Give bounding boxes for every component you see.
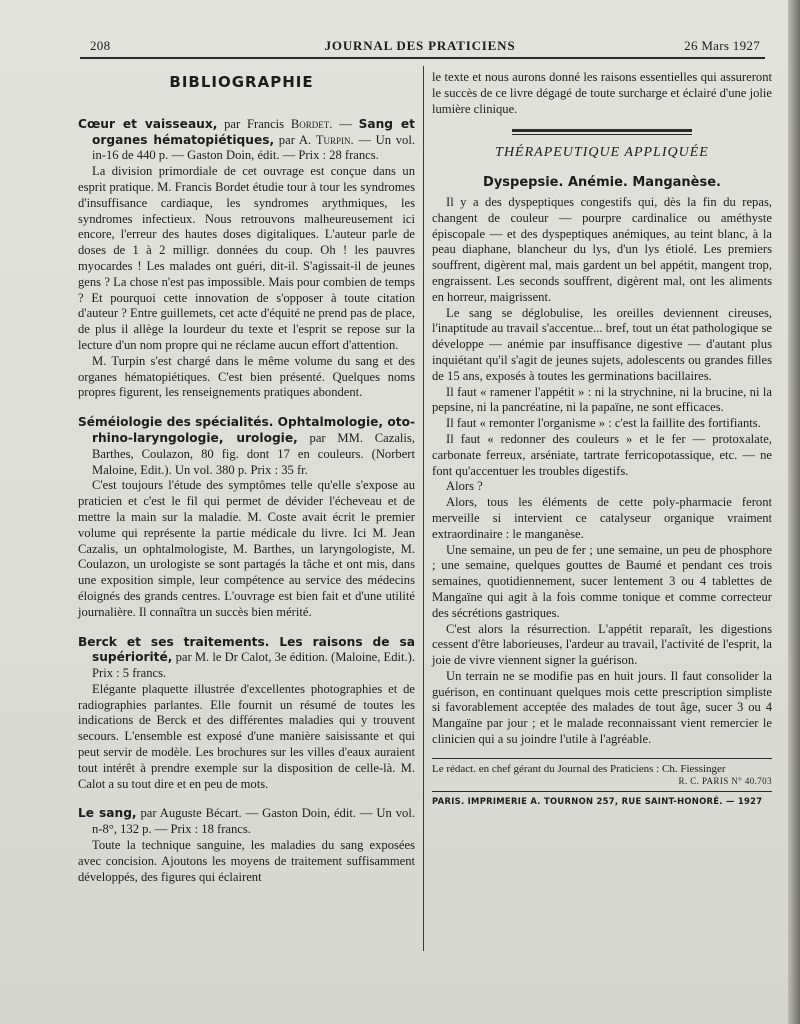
page-number: 208 xyxy=(90,38,111,53)
issue-date: 26 Mars 1927 xyxy=(684,38,760,53)
editor-credit: Le rédact. en chef gérant du Journal des Praticiens : Ch. Fiessinger xyxy=(432,762,726,775)
entry-heading: Séméiologie des spécialités. Ophtalmologie, oto-rhino-laryngologie, urologie, par MM. Cazalis, Barthes, Coulazon, 80 fig. dont 17 en couleurs. (Norbert Maloine, Edit.). Un vol. 380 p. Prix : 35 fr. xyxy=(78,415,415,477)
right-column xyxy=(432,70,772,807)
book-title: Sang et organes hématopiétiques, xyxy=(92,116,415,147)
review-paragraph: M. Turpin s'est chargé dans le même volume du sang et des organes hématopiétiques. C'est bien présenté. Quelques noms propres figurent, les renseignements pratiques abondent. xyxy=(78,353,415,400)
book-title: Cœur et vaisseaux, xyxy=(78,116,218,131)
article-paragraph: Il faut « remonter l'organisme » : c'est la faillite des fortifiants. xyxy=(446,416,761,431)
registry-number: R. C. PARIS N° 40.703 xyxy=(678,775,772,786)
article-paragraph: Alors ? xyxy=(446,479,483,494)
book-title: Le sang, xyxy=(78,806,137,821)
bibliography-entry xyxy=(78,806,415,885)
article-paragraph: Le sang se déglobulise, les oreilles deviennent cireuses, l'inaptitude au travail s'accentue... bref, tout un état pathologique se développe — anémie par insuffisance digestive — d'autant plus inquiétant qu'il s'agit de jeunes sujets, adolescents ou grandes filles de 15 ans, exposés à toutes les germinations bacillaires. xyxy=(432,305,772,383)
entry-heading: Cœur et vaisseaux, par Francis Bordet. — Sang et organes hématopiétiques, par A. Turpin. — Un vol. in-16 de 440 p. — Gaston Doin, édit. — Prix : 28 francs. xyxy=(78,116,415,163)
article-paragraph: Un terrain ne se modifie pas en huit jours. Il faut consolider la guérison, en continuant quelques mois cette prescription simpliste si favorablement acceptée des malades de tout âge, sucer 3 ou 4 Mangaïne par jour ; et le malade reconnaissant vient remercier le clinicien qui a su joindre l'utile à l'agréable. xyxy=(432,668,772,747)
section-ornament xyxy=(512,129,692,135)
review-paragraph: La division primordiale de cet ouvrage est conçue dans un esprit pratique. M. Francis Bordet étudie tour à tour les syndromes d'insuffisance cardiaque, les syndromes arythmiques, les syndromes infectieux. Nous retrouvons malheureusement ici encore, l'erreur des hautes doses digitaliques. L'auteur parle de doses de 1 à 2 milligr. données du coup. Oh ! les pauvres myocardes ! Les malades ont guéri, dit-il. S'agissait-il de jeunes gens ? La chose n'est pas impossible. Mais pour combien de temps ? Et pourquoi cette innovation de s'opposer à toute citation d'auteur ? Entre guillemets, cet acte d'équité ne prend pas de place, de plus il allège la lourdeur du texte et l'esprit se repose sur la lecture d'un nom propre qui ne réclame aucun effort d'attention. xyxy=(78,164,415,352)
article-paragraph: Il faut « redonner des couleurs » et le fer — protoxalate, carbonate ferreux, arséniate, tartrate ferricopotassique, etc. — ne font qu'accentuer les troubles digestifs. xyxy=(432,431,772,478)
bibliography-entry xyxy=(78,635,415,793)
review-continuation: le texte et nous aurons donné les raisons essentielles qui assureront le succès de ce livre dégagé de toute surcharge et éclairé d'une jolie lumière clinique. xyxy=(432,70,772,116)
book-title: Berck et ses traitements. Les raisons de sa supériorité, xyxy=(78,634,415,665)
header-rule xyxy=(80,57,765,59)
book-title: Séméiologie des spécialités. Ophtalmologie, oto-rhino-laryngologie, urologie, xyxy=(78,415,415,445)
review-paragraph: Toute la technique sanguine, les maladies du sang exposées avec concision. Ajoutons les moyens de traitement suffisamment développés, des figures qui éclairent xyxy=(78,838,415,884)
author-name: Bordet xyxy=(290,116,330,131)
review-paragraph: Elégante plaquette illustrée d'excellentes photographies et de radiographies parlantes. Elle fournit un résumé de toutes les indications de Berck et des différentes maladies qui y trouvent secours. L'ensemble est exposé d'une manière saisissante et qui peut servir de modèle. Les brochures sur les villes d'eaux auraient tout intérêt à prendre exemple sur la disposition de celle-là. M. Calot a su tout dire et en peu de mots. xyxy=(78,681,415,791)
article-paragraph: Alors, tous les éléments de cette poly-pharmacie feront merveille si intervient ce catalyseur organique vraiment extraordinaire : le manganèse. xyxy=(432,495,772,541)
bibliography-entry xyxy=(78,117,415,401)
page-header xyxy=(80,38,760,56)
entry-heading: Le sang, par Auguste Bécart. — Gaston Doin, édit. — Un vol. n-8°, 132 p. — Prix : 18 francs. xyxy=(78,806,415,837)
article-title: Dyspepsie. Anémie. Manganèse. xyxy=(483,175,721,191)
section-heading: THÉRAPEUTIQUE APPLIQUÉE xyxy=(495,145,709,161)
article-paragraph: Il y a des dyspeptiques congestifs qui, dès la fin du repas, changent de couleur — pourpre cardinalice ou améthyste épiscopale — et des dyspeptiques anémiques, au teint blanc, à la peau diaphane, blancheur du lys, d'un lys étiolé. Les premiers souffrent, digèrent mal, mais gardent un bel appétit, mangent trop, engraissent. Les seconds souffrent, digèrent mal, ont les aliments en horreur, maigrissent. xyxy=(432,194,772,304)
column-divider xyxy=(423,66,424,951)
article-paragraph: C'est alors la résurrection. L'appétit reparaît, les digestions cessent d'être laborieuses, l'ardeur au travail, l'activité de l'esprit, la joie de vivre viennent signer la guérison. xyxy=(432,621,772,668)
review-paragraph: C'est toujours l'étude des symptômes telle qu'elle s'expose au praticien et c'est le fil qui permet de dévider l'écheveau et de mettre la main sur la maladie. M. Coste avait écrit le premier volume qui représente la partie médicale du livre. Ici M. Jean Cazalis, un ophtalmologiste, M. Barthes, un laryngologiste, M. Coulazon, un urologiste se sont partagés la tâche et ont mis, dans une exposition simple, leur compétence au service des médecins éloignés des grands centres. L'ouvrage est bien fait et d'une utilité journalière. Il connaîtra un succès bien mérité. xyxy=(78,478,415,619)
book-spine-shadow xyxy=(788,0,800,1024)
bibliography-column xyxy=(78,70,415,885)
printer-line: PARIS. IMPRIMERIE A. TOURNON 257, RUE SAINT-HONORÉ. — 1927 xyxy=(432,795,763,806)
bibliography-entry xyxy=(78,415,415,620)
article-paragraph: Une semaine, un peu de fer ; une semaine, un peu de phosphore ; une semaine, quelques gouttes de Baumé et pendant ces trois semaines, quotidiennement, sucer lentement 3 ou 4 tablettes de Mangaïne qui agit à la fois comme tonique et comme correcteur des sécrétions gastriques. xyxy=(432,542,772,620)
author-name: Turpin xyxy=(315,132,351,147)
entry-heading: Berck et ses traitements. Les raisons de sa supériorité, par M. le Dr Calot, 3e édition. (Maloine, Edit.). Prix : 5 francs. xyxy=(78,634,415,681)
journal-title: JOURNAL DES PRATICIENS xyxy=(324,38,516,53)
bibliography-heading: BIBLIOGRAPHIE xyxy=(169,73,314,91)
imprint-footer xyxy=(432,758,772,807)
article-paragraph: Il faut « ramener l'appétit » : ni la strychnine, ni la brucine, ni la pepsine, ni la pancréatine, ni la papaïne, ne sont efficaces. xyxy=(432,384,772,415)
